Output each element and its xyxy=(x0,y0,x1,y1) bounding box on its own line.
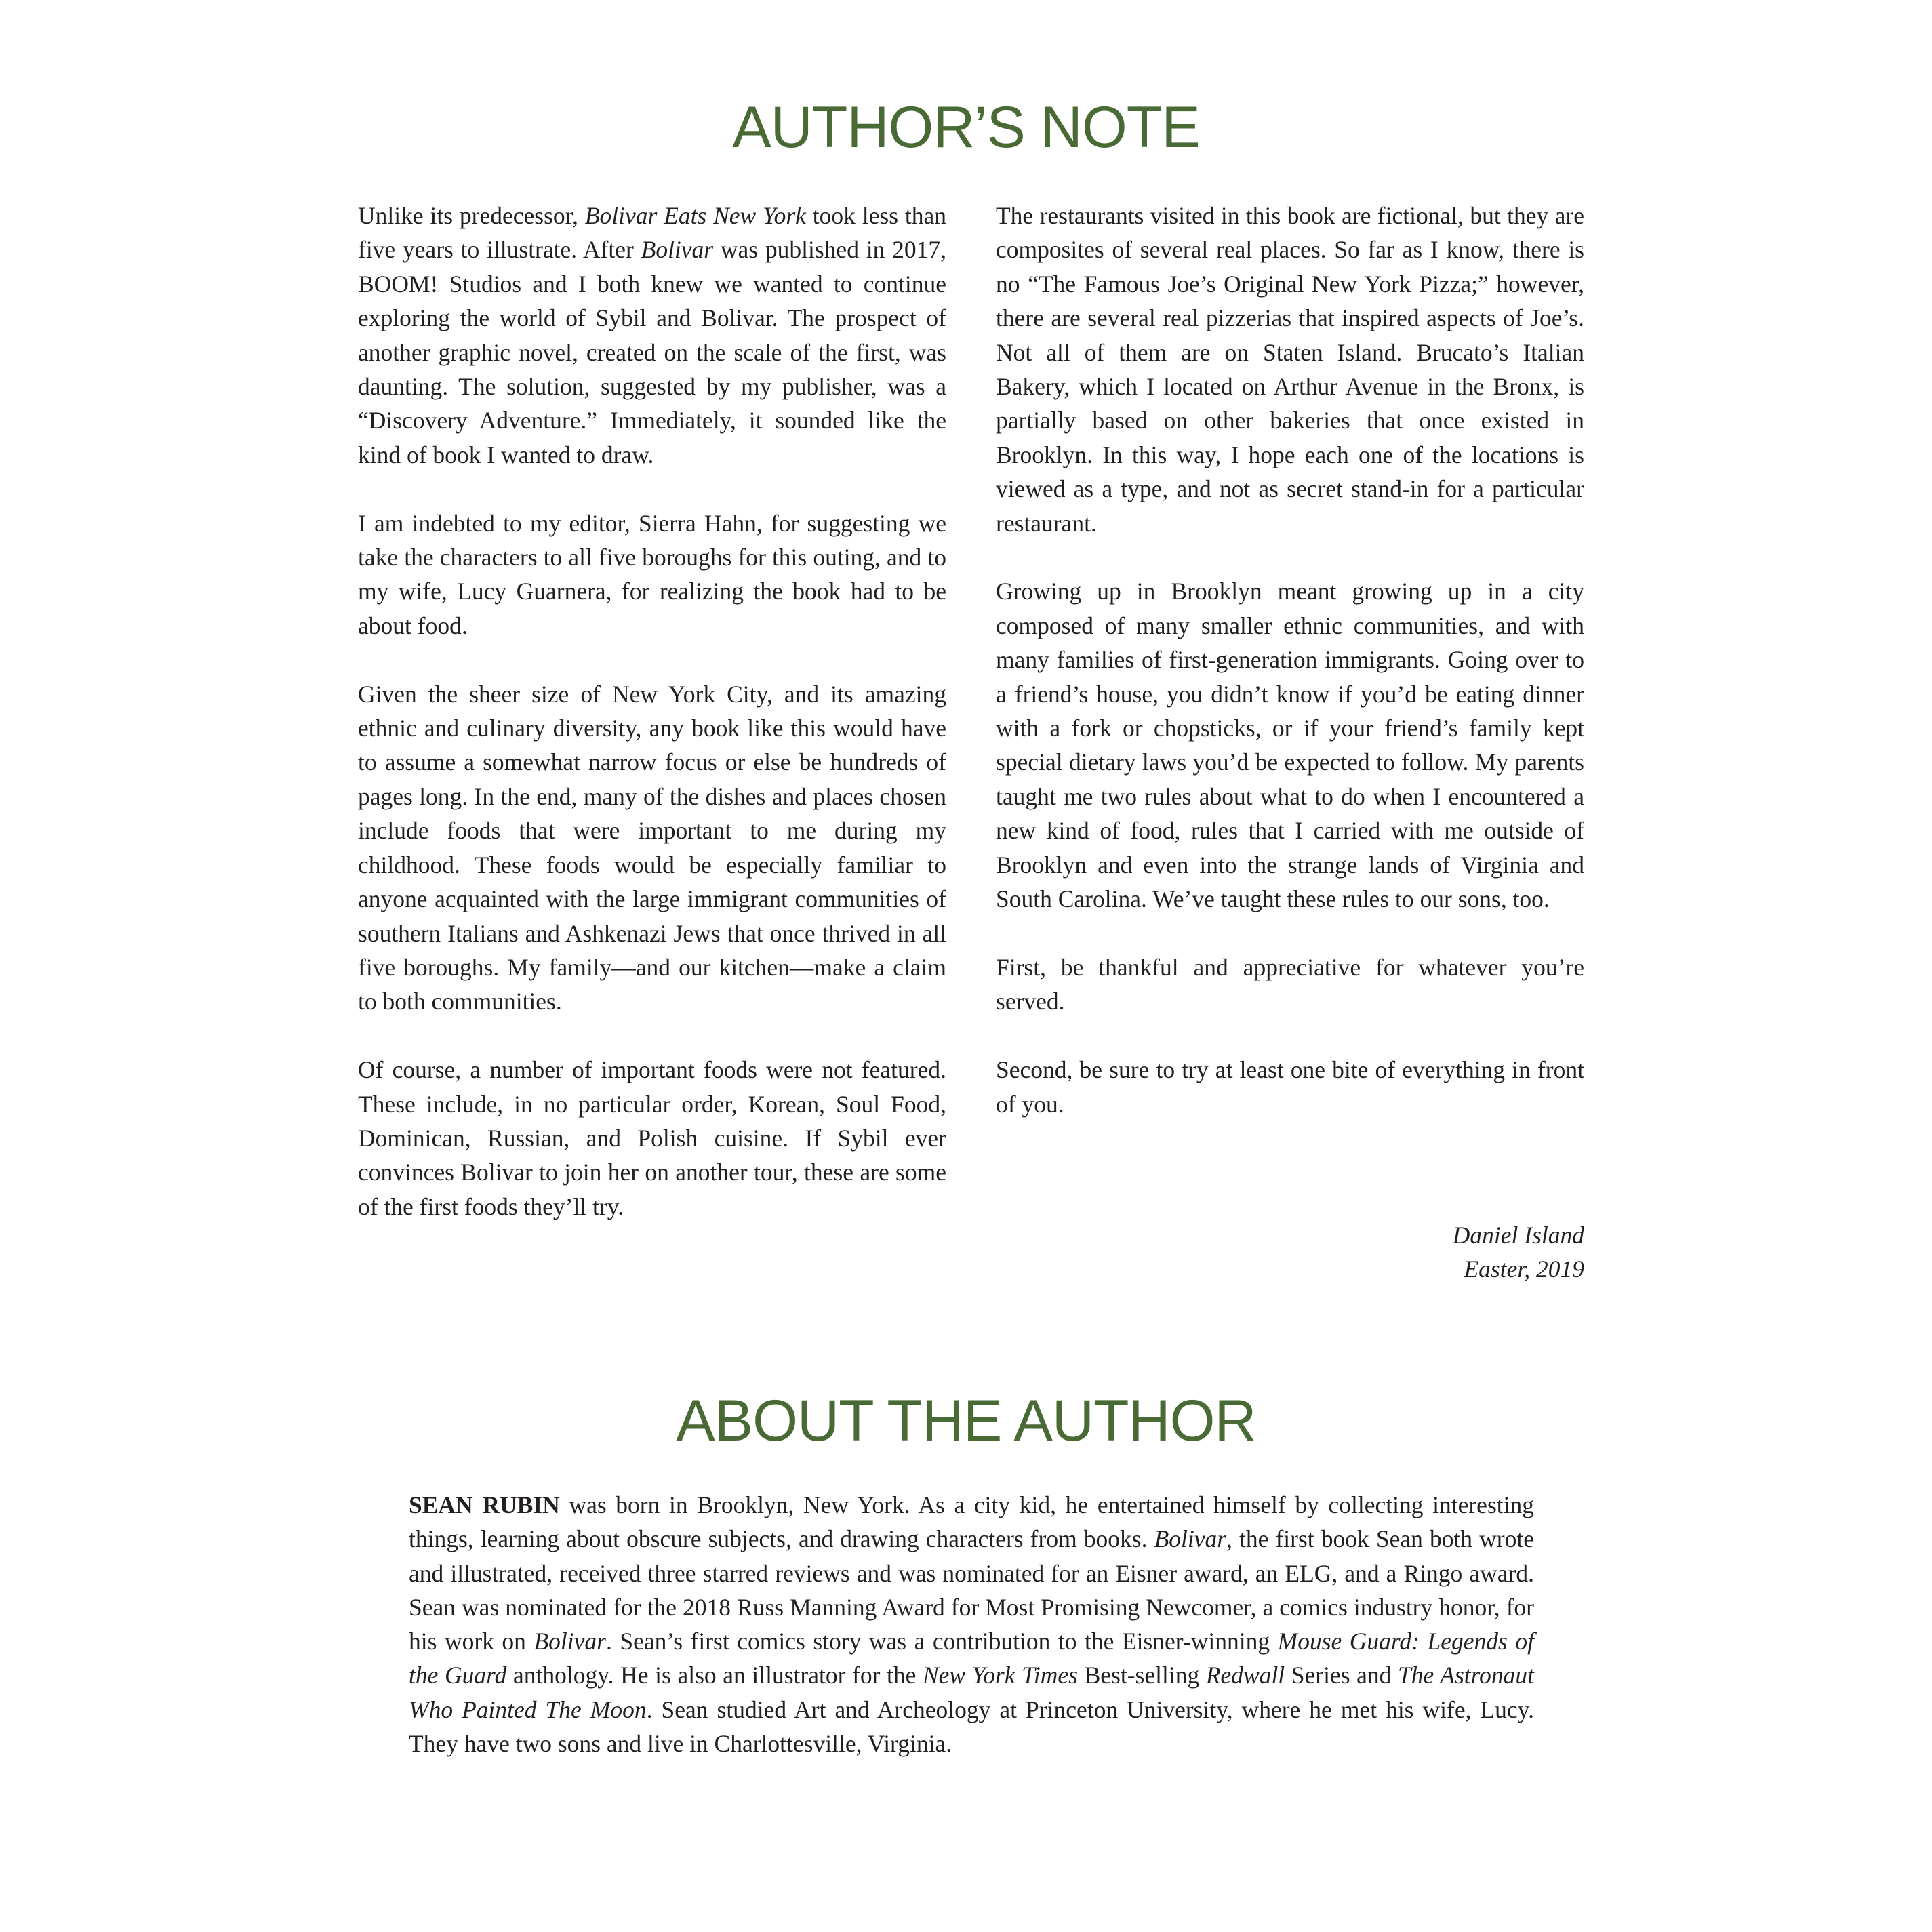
text-span: Series and xyxy=(1285,1662,1398,1689)
book-title: Bolivar xyxy=(641,236,714,264)
book-title: Bolivar Eats New York xyxy=(584,202,806,229)
authors-note-left-column xyxy=(358,199,946,1258)
text-span: . Sean’s first comics story was a contribution to the Eisner-winning xyxy=(605,1628,1278,1655)
text-span: took less than five years to illustrate. After xyxy=(358,202,946,264)
book-title: The Astronaut Who Painted The Moon xyxy=(409,1662,1534,1723)
book-title: Mouse Guard: Legends of the Guard xyxy=(409,1628,1534,1689)
paragraph: Of course, a number of important foods were not featured. These include, in no particular order, Korean, Soul Food, Dominican, Russian, and Polish cuisine. If Sybil ever convinces Bolivar to join her on another tour, these are some of the first foods they’ll try. xyxy=(358,1056,946,1220)
authors-note-right-column xyxy=(996,199,1584,1155)
book-title: Bolivar xyxy=(534,1628,606,1655)
about-the-author-heading: ABOUT THE AUTHOR xyxy=(676,1388,1256,1453)
text-span: was born in Brooklyn, New York. As a city kid, he entertained himself by collecting interesting things, learning about obscure subjects, and drawing characters from books. xyxy=(409,1491,1534,1553)
paragraph xyxy=(358,199,946,472)
paragraph: Second, be sure to try at least one bite of everything in front of you. xyxy=(996,1056,1584,1118)
paragraph: First, be thankful and appreciative for whatever you’re served. xyxy=(996,953,1584,1015)
book-title: Bolivar xyxy=(1154,1525,1227,1553)
paragraph: Given the sheer size of New York City, and its amazing ethnic and culinary diversity, any book like this would have to assume a somewhat narrow focus or else be hundreds of pages long. In the end, many of the dishes and places chosen include foods that were important to me during my childhood. These foods would be especially familiar to anyone acquainted with the large immigrant communities of southern Italians and Ashkenazi Jews that once thrived in all five boroughs. My family—and our kitchen—make a claim to both communities. xyxy=(358,680,946,1015)
signoff xyxy=(1453,1218,1584,1287)
text-span: was published in 2017, BOOM! Studios and I both knew we wanted to continue exploring the world of Sybil and Bolivar. The prospect of another graphic novel, created on the scale of the first, was daunting. The solution, suggested by my publisher, was a “Discovery Adventure.” Immediately, it sounded like the kind of book I wanted to draw. xyxy=(358,236,946,468)
text-span: . Sean studied Art and Archeology at Princeton University, where he met his wife, Lucy. They have two sons and live in Charlottesville, Virginia. xyxy=(409,1695,1534,1758)
signoff-date: Easter, 2019 xyxy=(1464,1255,1584,1283)
text-span: , the first book Sean both wrote and illustrated, received three starred reviews and was nominated for an Eisner award, an ELG, and a Ringo award. Sean was nominated for the 2018 Russ Manning Award for Most Promising Newcomer, a comics industry honor, for his work on xyxy=(409,1525,1534,1655)
paragraph: Growing up in Brooklyn meant growing up in a city composed of many smaller ethnic communities, and with many families of first-generation immigrants. Going over to a friend’s house, you didn’t know if you’d be eating dinner with a fork or chopsticks, or if your friend’s family kept special dietary laws you’d be expected to follow. My parents taught me two rules about what to do when I encountered a new kind of food, rules that I carried with me outside of Brooklyn and even into the strange lands of Virginia and South Carolina. We’ve taught these rules to our sons, too. xyxy=(996,578,1584,913)
book-title: Redwall xyxy=(1205,1662,1285,1689)
text-span: Best-selling xyxy=(1078,1662,1206,1689)
paragraph: The restaurants visited in this book are fictional, but they are composites of several real places. So far as I know, there is no “The Famous Joe’s Original New York Pizza;” however, there are several real pizzerias that inspired aspects of Joe’s. Not all of them are on Staten Island. Brucato’s Italian Bakery, which I located on Arthur Avenue in the Bronx, is partially based on other bakeries that once existed in Brooklyn. In this way, I hope each one of the locations is viewed as a type, and not as secret stand-in for a particular restaurant. xyxy=(996,202,1584,537)
text-span: anthology. He is also an illustrator for the xyxy=(506,1662,923,1689)
paragraph: I am indebted to my editor, Sierra Hahn, for suggesting we take the characters to all five boroughs for this outing, and to my wife, Lucy Guarnera, for realizing the book had to be about food. xyxy=(358,509,946,639)
authors-note-heading: AUTHOR’S NOTE xyxy=(732,95,1200,160)
text-span: Unlike its predecessor, xyxy=(358,202,585,229)
signoff-place: Daniel Island xyxy=(1452,1222,1584,1249)
author-name: SEAN RUBIN xyxy=(409,1491,560,1518)
publication-title: New York Times xyxy=(923,1662,1078,1689)
author-bio xyxy=(409,1488,1534,1760)
